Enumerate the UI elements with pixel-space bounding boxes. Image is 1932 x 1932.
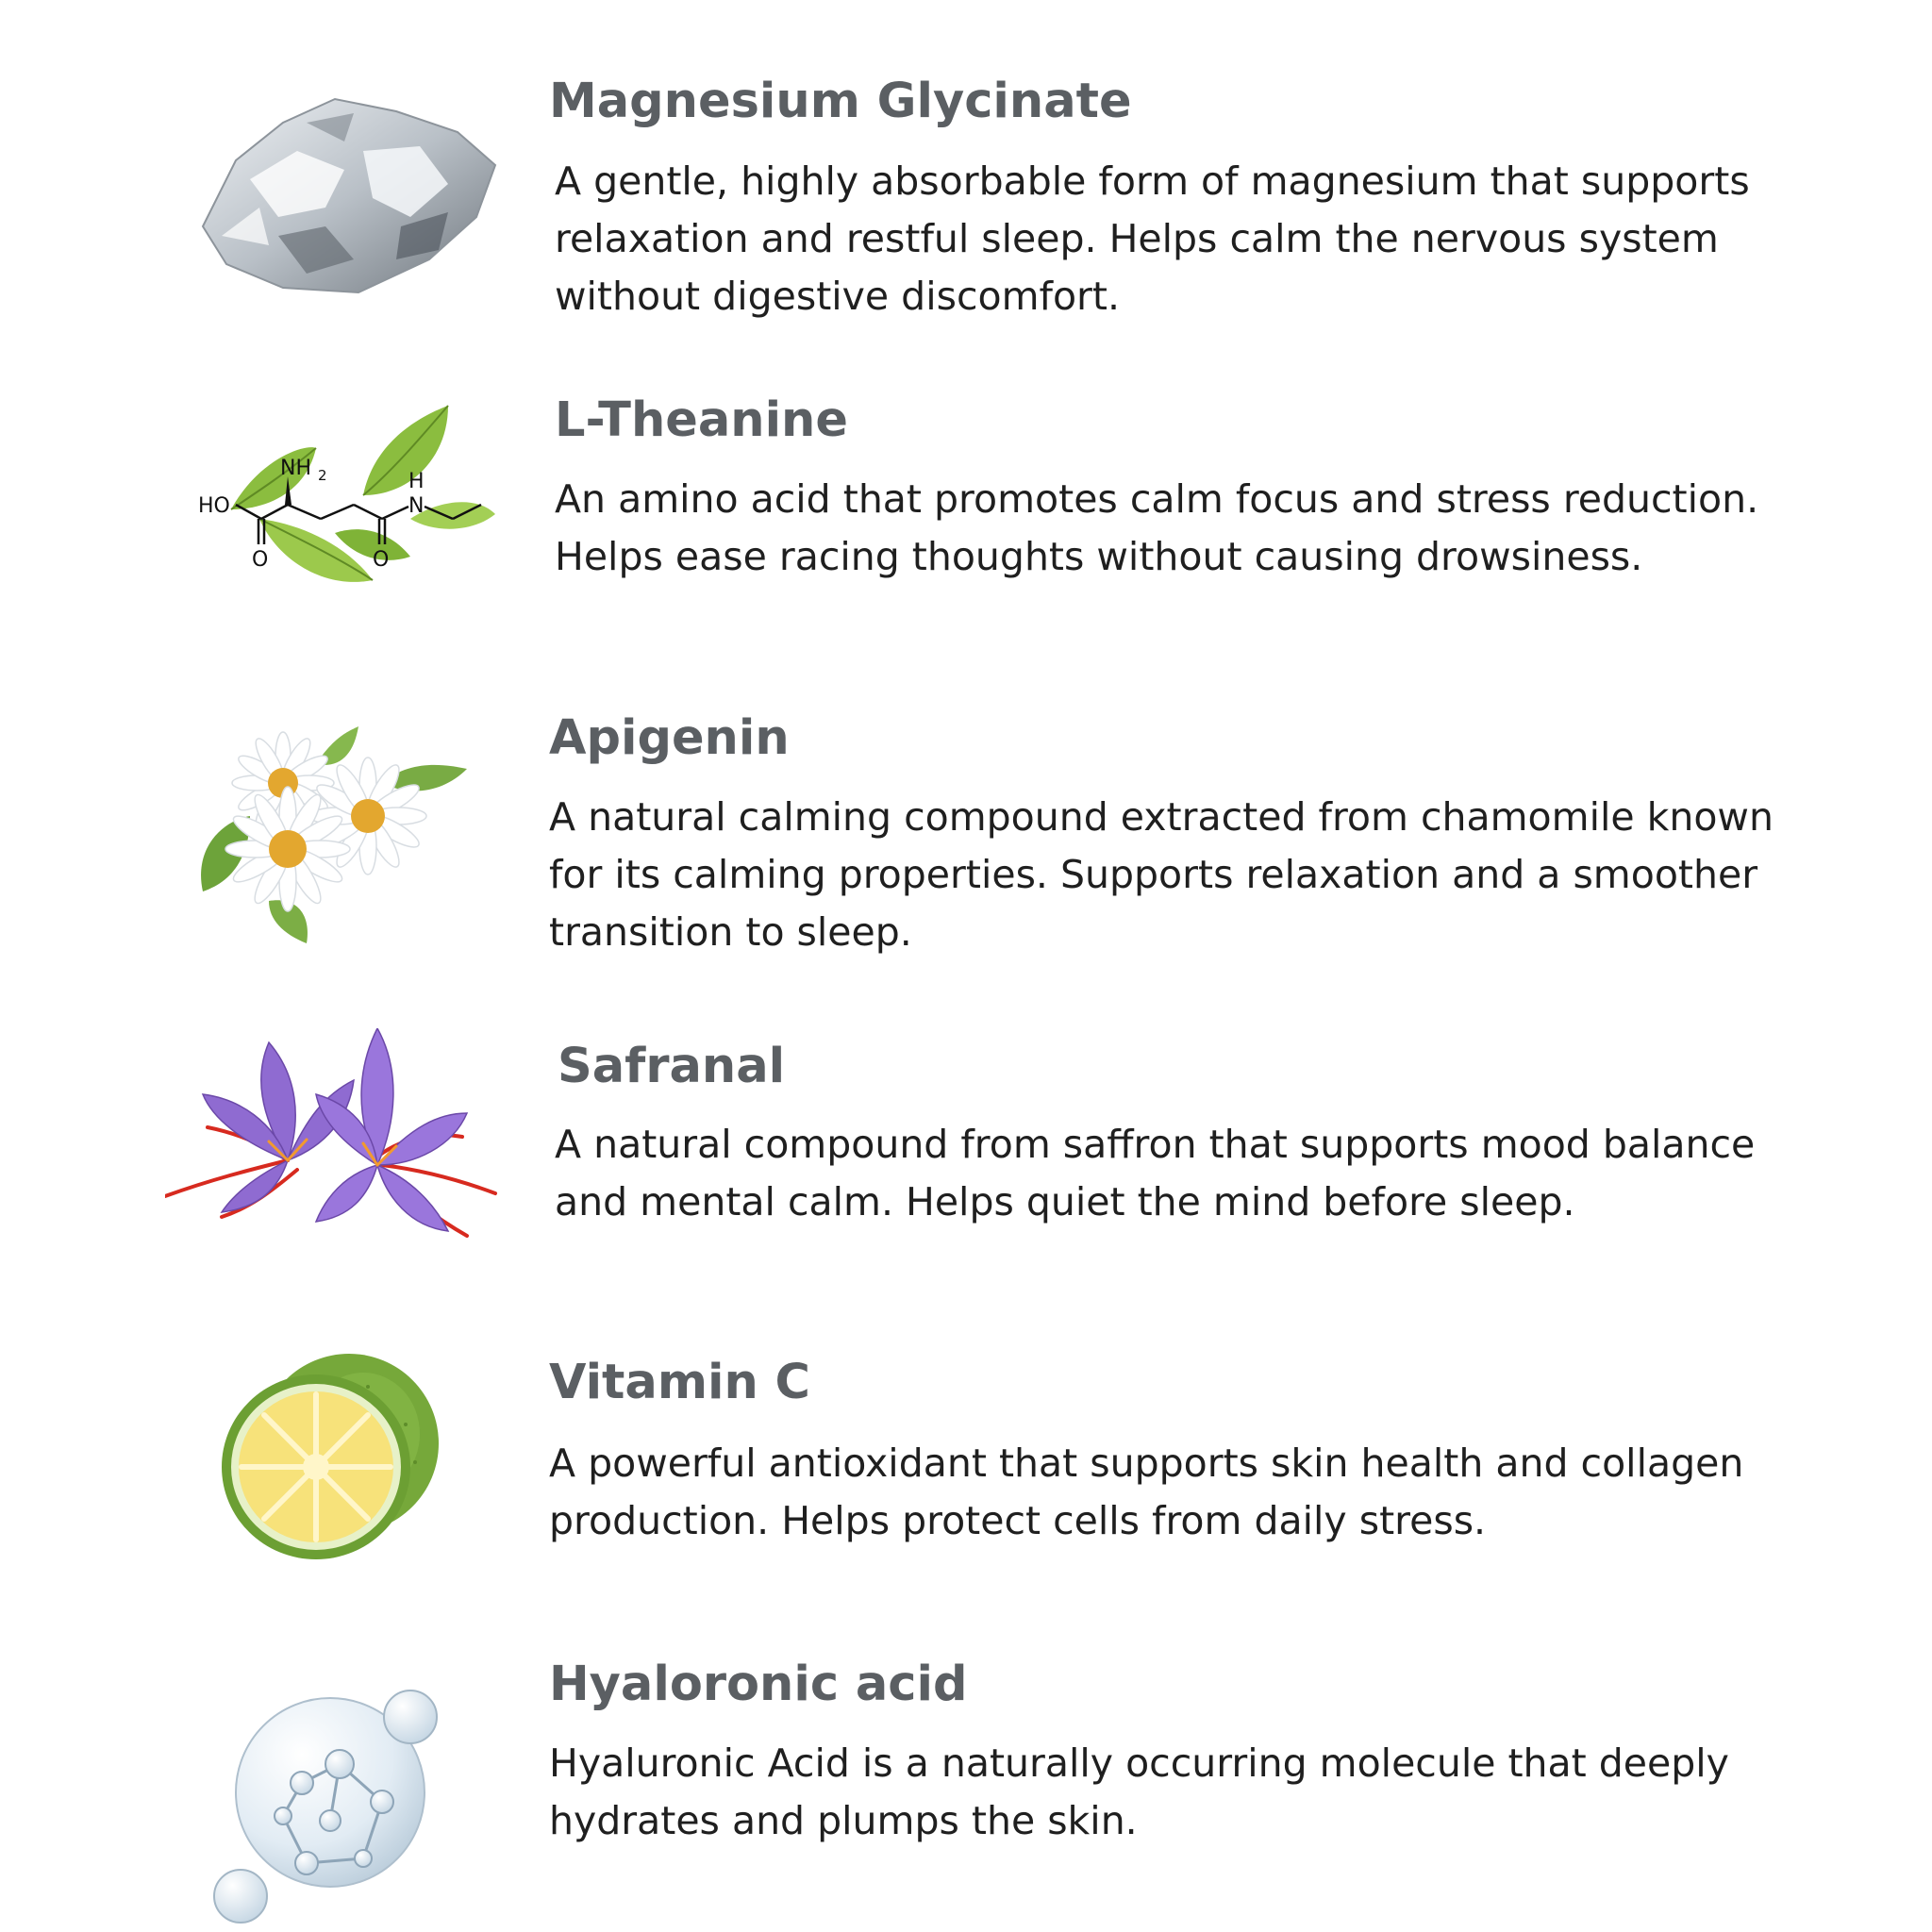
molecule-label-ho: HO bbox=[198, 494, 230, 518]
ingredient-title: Safranal bbox=[558, 1039, 786, 1094]
molecule-label-nh2-subscript: 2 bbox=[318, 467, 327, 484]
mineral-rock-icon bbox=[193, 94, 500, 297]
ingredient-description: A powerful antioxidant that supports skin health and collagen production. Helps protect cells from daily stress. bbox=[549, 1441, 1744, 1543]
ingredient-description: A natural calming compound extracted from chamomile known for its calming properties. Supports relaxation and a smoother transition to sleep. bbox=[549, 794, 1774, 955]
ingredient-description: Hyaluronic Acid is a naturally occurring molecule that deeply hydrates and plumps the skin. bbox=[549, 1740, 1729, 1843]
molecule-label-o-left: O bbox=[252, 548, 269, 572]
ingredient-title: Vitamin C bbox=[549, 1355, 810, 1410]
saffron-flower-icon bbox=[165, 1028, 500, 1245]
molecule-label-o-right: O bbox=[373, 548, 390, 572]
ingredient-title: Apigenin bbox=[549, 710, 790, 766]
ingredient-title: L-Theanine bbox=[555, 392, 848, 448]
ingredient-description: An amino acid that promotes calm focus and stress reduction. Helps ease racing thoughts without causing drowsiness. bbox=[555, 476, 1759, 579]
molecule-label-n: N bbox=[408, 494, 425, 518]
water-bubble-molecule-icon bbox=[208, 1679, 462, 1929]
ingredient-description: A natural compound from saffron that supports mood balance and mental calm. Helps quiet the mind before sleep. bbox=[555, 1122, 1756, 1224]
theanine-molecule-leaves-icon bbox=[193, 401, 505, 599]
molecule-label-h: H bbox=[408, 470, 425, 493]
ingredient-title: Magnesium Glycinate bbox=[549, 74, 1132, 129]
lime-slice-icon bbox=[217, 1349, 443, 1561]
molecule-label-nh2: NH bbox=[280, 457, 311, 480]
ingredient-title: Hyaloronic acid bbox=[549, 1657, 968, 1712]
chamomile-flower-icon bbox=[193, 726, 476, 943]
ingredient-description: A gentle, highly absorbable form of magnesium that supports relaxation and restful sleep. Helps calm the nervous system without digestive discomfort. bbox=[555, 158, 1750, 319]
